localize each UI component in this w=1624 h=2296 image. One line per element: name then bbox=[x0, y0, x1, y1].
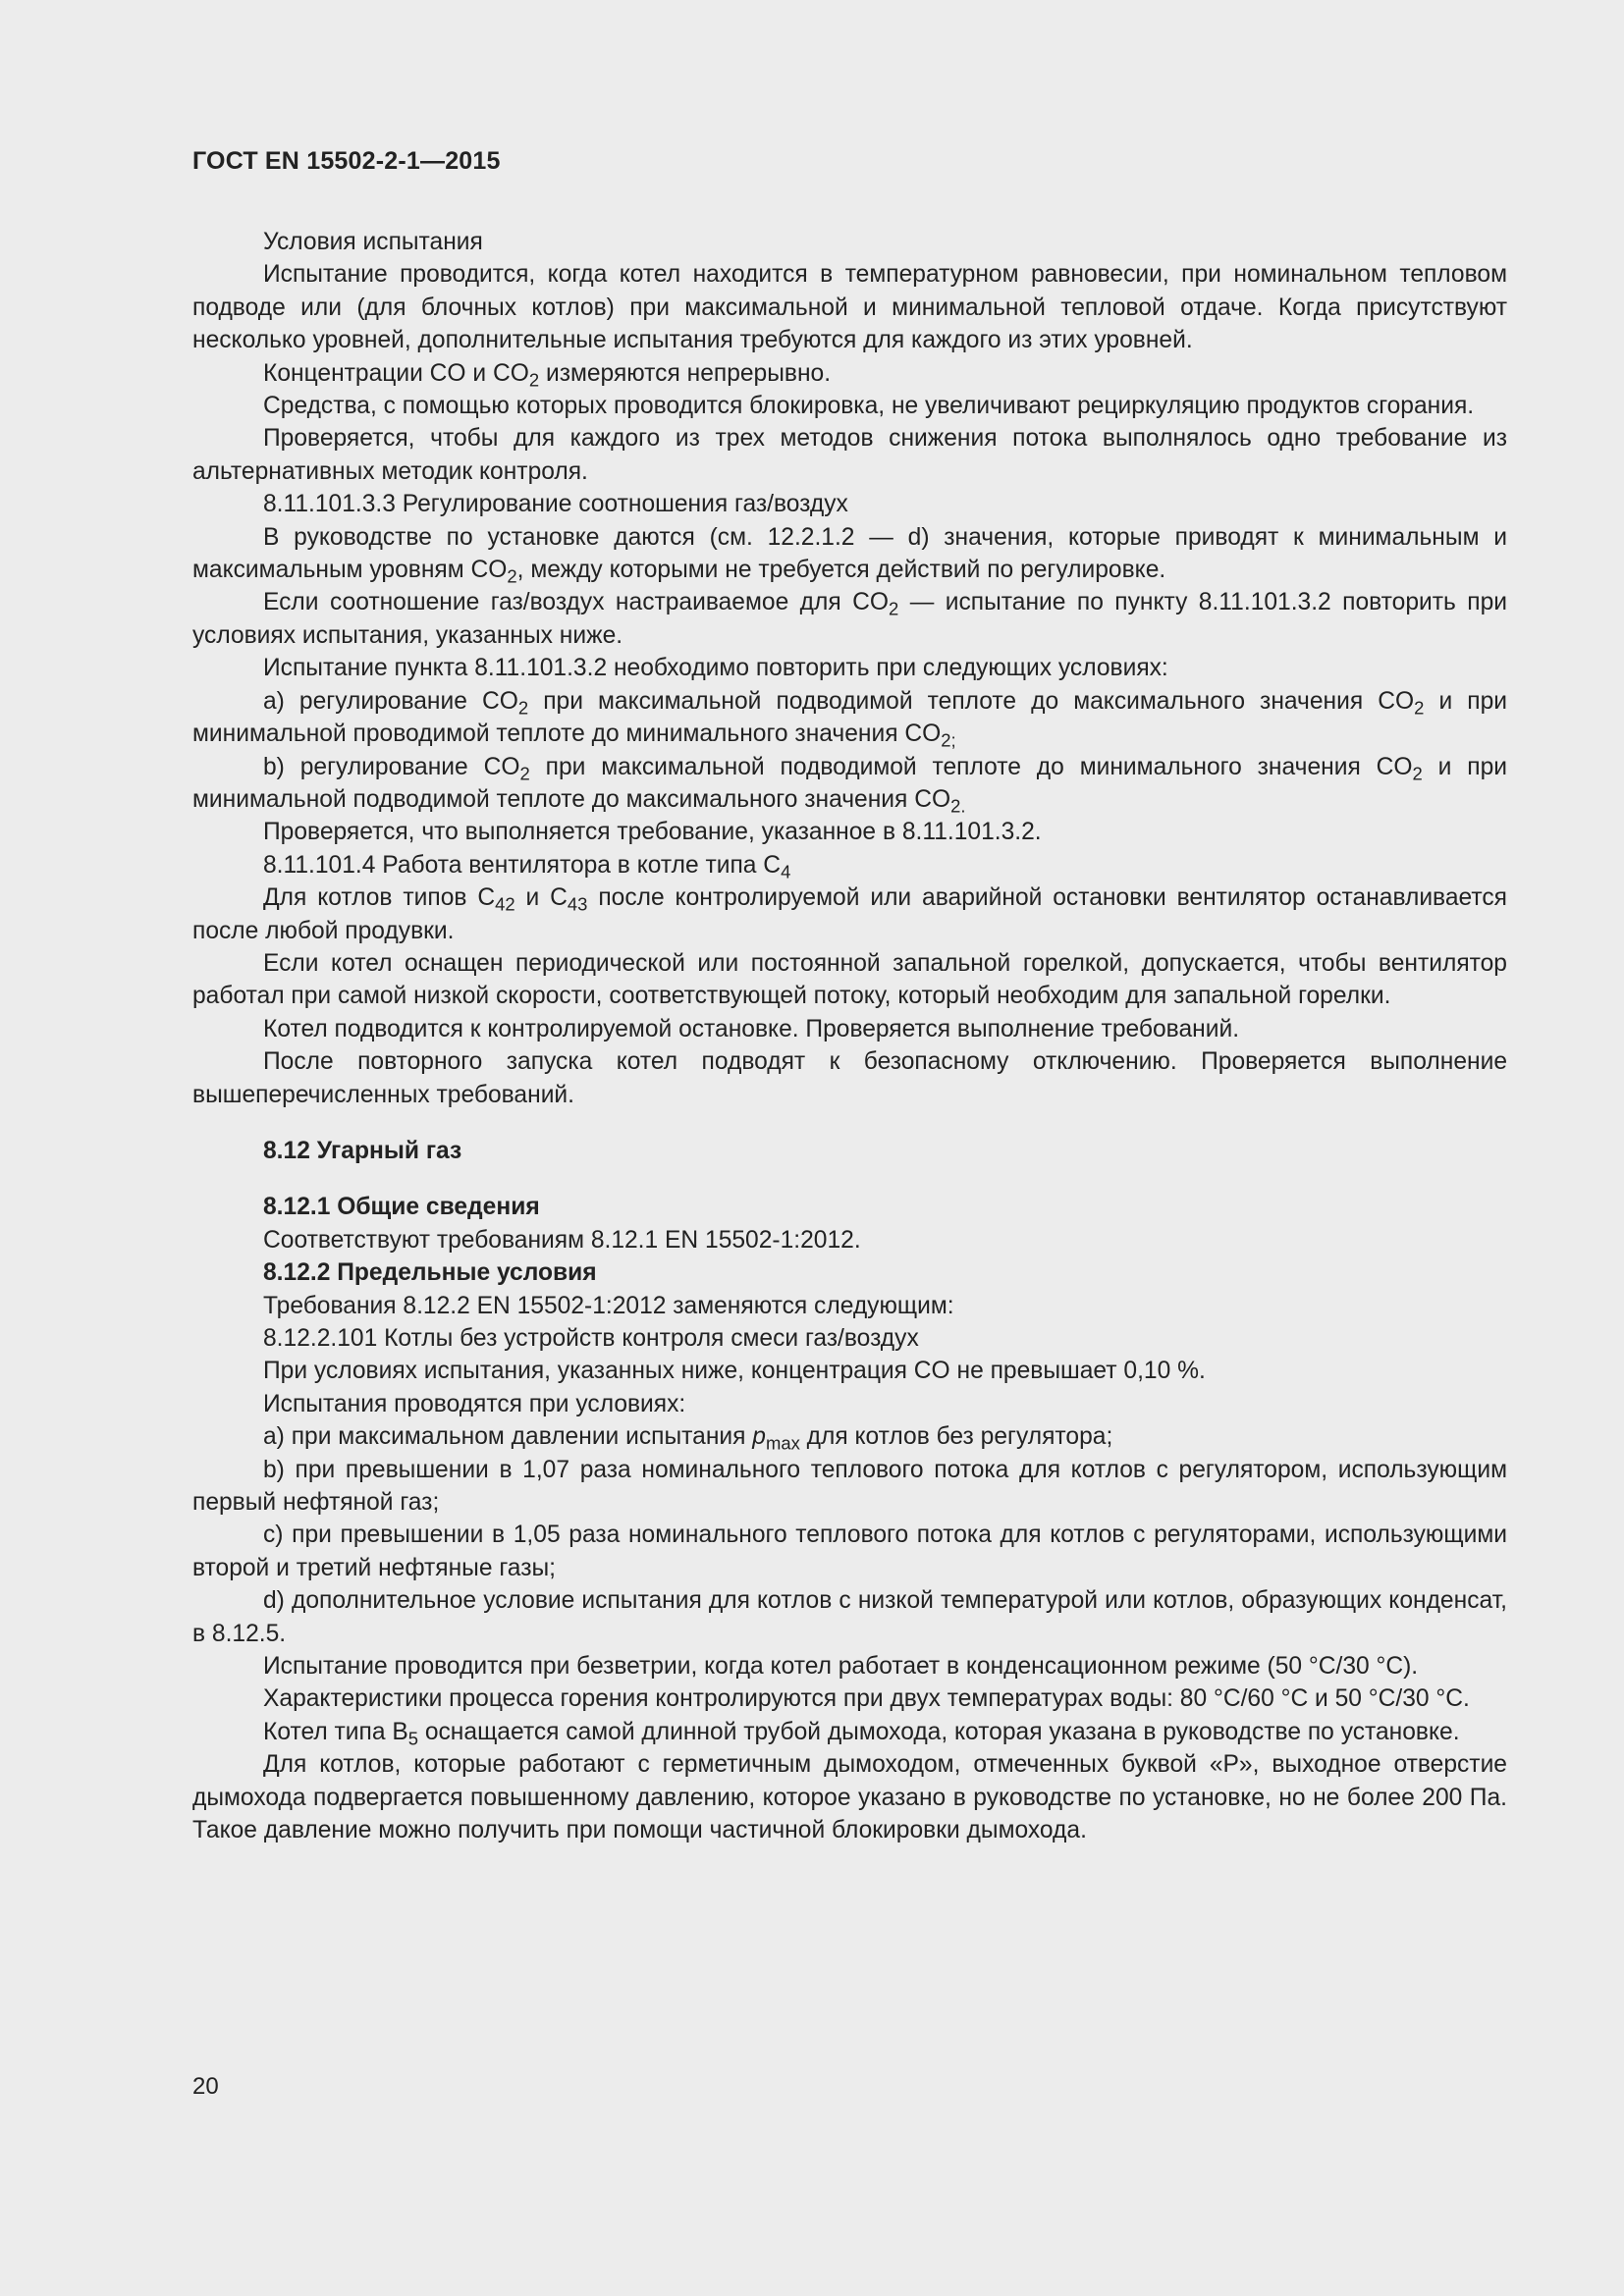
paragraph-section-8-11-101-3-3: 8.11.101.3.3 Регулирование соотношения газ/воздух bbox=[263, 491, 848, 518]
paragraph-section-8-11-101-4: 8.11.101.4 Работа вентилятора в котле типа $C_4$ bbox=[263, 851, 791, 882]
document-header: ГОСТ EN 15502-2-1—2015 bbox=[192, 147, 501, 175]
paragraph-calm-conditions: Испытание проводится при безветрии, когда котел работает в конденсационном режиме (50 °C/30 °C). bbox=[263, 1653, 1419, 1681]
paragraph-controlled-stop: Котел подводится к контролируемой остановке. Проверяется выполнение требований. bbox=[263, 1015, 1240, 1042]
paragraph-pilot-burner: Если котел оснащен периодической или постоянной запальной горелкой, допускается, чтобы вентилятор работал при самой низкой скорости, соответствующей потоку, который необходим для запальной горелки. bbox=[192, 949, 1507, 1010]
paragraph-test-conditions: Испытание проводится, когда котел находится в температурном равновесии, при номинальном тепловом подводе или (для блочных котлов) при максимальной и минимальной тепловой отдаче. Когда присутствуют несколько уровней, дополнительные испытания требуются для каждого из этих уровней. bbox=[192, 261, 1507, 354]
paragraph-fan-stop: Для котлов типов $C_{42}$ и $C_{43}$ после контролируемой или аварийной остановки вентилятор останавливается после любой продувки. bbox=[192, 884, 1507, 944]
paragraph-restart: После повторного запуска котел подводят к безопасному отключению. Проверяется выполнение вышеперечисленных требований. bbox=[192, 1048, 1507, 1108]
paragraph-check-methods: Проверяется, чтобы для каждого из трех методов снижения потока выполнялось одно требование из альтернативных методик контроля. bbox=[192, 425, 1507, 485]
paragraph-section-8-12-2-101: 8.12.2.101 Котлы без устройств контроля смеси газ/воздух bbox=[263, 1325, 919, 1352]
list-item-d-condensing: d) дополнительное условие испытания для котлов с низкой температурой или котлов, образующих конденсат, в 8.12.5. bbox=[192, 1587, 1507, 1647]
list-item-c-second-third-gas: c) при превышении в 1,05 раза номинального теплового потока для котлов с регуляторами, использующими второй и третий нефтяные газы; bbox=[192, 1522, 1507, 1581]
paragraph-replacement: Требования 8.12.2 EN 15502-1:2012 заменяются следующим: bbox=[263, 1292, 954, 1319]
document-body bbox=[192, 226, 1507, 1847]
paragraph-general-requirements: Соответствуют требованиям 8.12.1 EN 15502-1:2012. bbox=[263, 1226, 861, 1254]
paragraph-co-limit: При условиях испытания, указанных ниже, концентрация CO не превышает 0,10 %. bbox=[263, 1358, 1206, 1385]
list-item-a-co2-adjust: a) регулирование $CO_2$ при максимальной подводимой теплоте до максимального значения $CO_2$ и при минимальной проводимой теплоте до минимального значения $CO_{2;}$ bbox=[192, 687, 1507, 751]
section-heading-8-12-1: 8.12.1 Общие сведения bbox=[263, 1194, 540, 1221]
paragraph-co-concentrations: Концентрации CO и $CO_2$ измеряются непрерывно. bbox=[263, 359, 832, 391]
list-item-a-max-pressure: a) при максимальном давлении испытания $p_{max}$ для котлов без регулятора; bbox=[263, 1423, 1113, 1454]
paragraph-test-conditions-heading: Условия испытания bbox=[263, 229, 483, 255]
paragraph-adjustable-ratio: Если соотношение газ/воздух настраиваемое для $CO_2$ — испытание по пункту 8.11.101.3.2 повторить при условиях испытания, указанных ниже. bbox=[192, 589, 1507, 649]
paragraph-repeat-test: Испытание пункта 8.11.101.3.2 необходимо повторить при следующих условиях: bbox=[263, 655, 1168, 682]
section-heading-8-12: 8.12 Угарный газ bbox=[263, 1137, 462, 1164]
page-number: 20 bbox=[192, 2073, 219, 2100]
section-heading-8-12-2: 8.12.2 Предельные условия bbox=[263, 1259, 597, 1287]
paragraph-requirement-check: Проверяется, что выполняется требование, указанное в 8.11.101.3.2. bbox=[263, 819, 1042, 846]
paragraph-type-b5: Котел типа $B_5$ оснащается самой длинной трубой дымохода, которая указана в руководстве по установке. bbox=[263, 1718, 1460, 1749]
list-item-b-co2-adjust: b) регулирование $CO_2$ при максимальной подводимой теплоте до минимального значения $CO_2$ и при минимальной подводимой теплоте до максимального значения $CO_{2.}$ bbox=[192, 753, 1508, 817]
list-item-b-first-gas: b) при превышении в 1,07 раза номинального теплового потока для котлов с регулятором, использующим первый нефтяной газ; bbox=[192, 1456, 1507, 1517]
paragraph-installation-manual: В руководстве по установке даются (см. 12.2.1.2 — d) значения, которые приводят к минимальным и максимальным уровням $CO_2$, между которыми не требуется действий по регулировке. bbox=[192, 523, 1507, 587]
paragraph-test-list-intro: Испытания проводятся при условиях: bbox=[263, 1390, 686, 1417]
paragraph-sealed-flue: Для котлов, которые работают с герметичным дымоходом, отмеченных буквой «P», выходное отверстие дымохода подвергается повышенному давлению, которое указано в руководстве по установке, но не более 200 Па. Такое давление можно получить при помощи частичной блокировки дымохода. bbox=[192, 1751, 1507, 1844]
paragraph-water-temperatures: Характеристики процесса горения контролируются при двух температурах воды: 80 °C/60 °C и 50 °C/30 °C. bbox=[263, 1685, 1470, 1713]
paragraph-blocking-means: Средства, с помощью которых проводится блокировка, не увеличивают рециркуляцию продуктов сгорания. bbox=[263, 393, 1475, 420]
